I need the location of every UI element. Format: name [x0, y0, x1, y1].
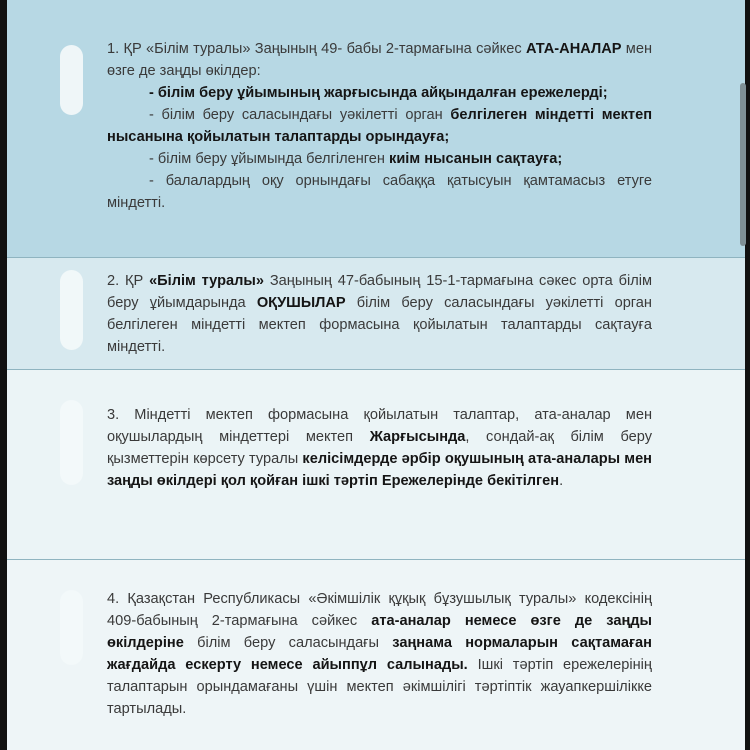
bold-text: заңнама нормаларын сақтамаған жағдайда ескерту немесе айыппұл салынады. — [107, 635, 652, 673]
bullet-marker — [60, 590, 83, 665]
bold-text: - білім беру ұйымының жарғысында айқындалған ережелерді; — [149, 85, 608, 101]
bullet-item — [107, 104, 652, 148]
section-1-intro — [107, 38, 652, 82]
bullet-item — [107, 82, 652, 104]
bold-text: ОҚУШЫЛАР — [256, 295, 346, 311]
scrollbar[interactable] — [740, 83, 746, 246]
bullet-marker — [60, 270, 83, 350]
text: білім беру саласындағы — [183, 635, 393, 651]
section-3-requirements — [7, 370, 745, 560]
section-3-text — [107, 404, 652, 492]
bold-text: белгілеген міндетті мектеп нысанына қойылатын талаптарды орындауға; — [107, 107, 653, 145]
bold-text: келісімдерде әрбір оқушының ата-аналары мен заңды өкілдері қол қойған ішкі тәртіп Ережелерінде бекітілген — [107, 451, 653, 489]
text: білім беру саласындағы уәкілетті орган белгілеген міндетті мектеп формасына қойылатын талаптарды сақтауға міндетті. — [107, 295, 652, 355]
text: 1. ҚР «Білім туралы» Заңының 49- бабы 2-тармағына сәйкес — [107, 41, 526, 57]
text: 4. Қазақстан Республикасы «Әкімшілік құқық бұзушылық туралы» кодексінің 409-бабының 2-тармағына сәйкес — [107, 591, 652, 629]
section-2-text — [107, 270, 652, 358]
bold-text: ата-аналар немесе өзге де заңды өкілдеріне — [107, 613, 652, 651]
text: 2. ҚР — [107, 273, 150, 289]
bullet-item — [107, 148, 652, 170]
bold-text: «Білім туралы» — [149, 273, 264, 289]
bullet-item — [107, 170, 652, 214]
text: , сондай-ақ білім беру қызметтерін көрсету туралы — [107, 429, 652, 467]
text: мен өзге де заңды өкілдер: — [107, 41, 653, 79]
text: Ішкі тәртіп ережелерінің талаптарын орындамағаны үшін мектеп әкімшілігі тәртіптік жауапкершілікке тартылады. — [107, 657, 652, 717]
section-4-text — [107, 588, 652, 720]
text: - білім беру ұйымында белгіленген — [149, 151, 390, 167]
bold-text: киім нысанын сақтауға; — [389, 151, 563, 167]
section-1-text — [107, 38, 652, 214]
text: - білім беру саласындағы уәкілетті орган — [149, 107, 451, 123]
text: Заңының 47-бабының 15-1-тармағына сәкес орта білім беру ұйымдарында — [107, 273, 653, 311]
text: . — [559, 473, 564, 489]
bullet-marker — [60, 45, 83, 115]
bold-text: Жарғысында — [369, 429, 466, 445]
section-4-liability — [7, 560, 745, 750]
document-page — [7, 0, 745, 750]
text: - балалардың оқу орнындағы сабаққа қатысуын қамтамасыз етуге міндетті. — [107, 173, 652, 211]
text: 3. Міндетті мектеп формасына қойылатын талаптар, ата-аналар мен оқушылардың міндеттері мектеп — [107, 407, 652, 445]
bold-text: АТА-АНАЛАР — [525, 41, 622, 57]
section-1-parents-duties — [7, 0, 745, 258]
section-2-students-duties — [7, 258, 745, 370]
bullet-marker — [60, 400, 83, 485]
